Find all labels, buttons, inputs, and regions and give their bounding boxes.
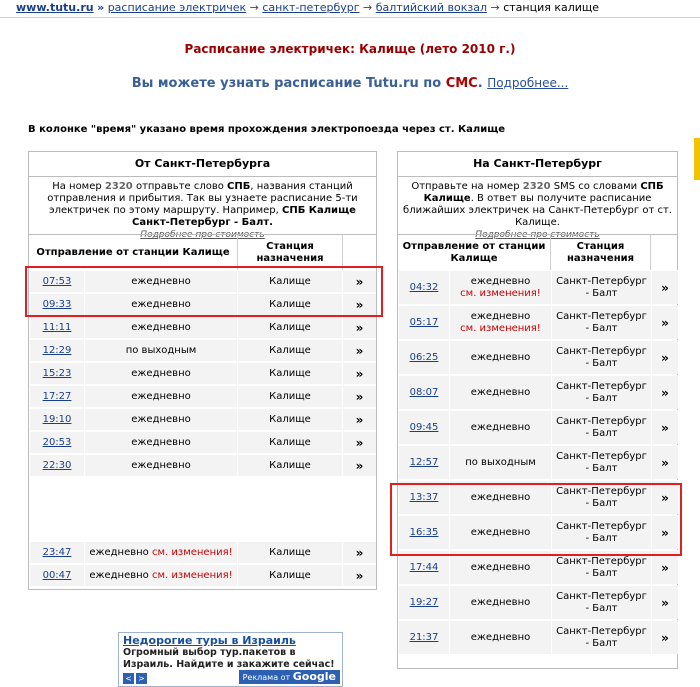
details-arrow-button[interactable] (343, 432, 376, 453)
days-cell (450, 306, 552, 339)
to-spb-panel (397, 151, 678, 669)
details-arrow-button[interactable] (343, 386, 376, 407)
days-label: ежедневно (470, 421, 531, 433)
destination-label: Калище (269, 367, 311, 379)
days-cell (450, 446, 552, 479)
days-cell (85, 565, 238, 586)
arrow-icon: » (661, 385, 669, 400)
days-cell (450, 376, 552, 409)
departure-time-link[interactable]: 05:17 (409, 316, 439, 328)
arrow-icon: » (355, 274, 364, 289)
destination-cell (238, 409, 343, 430)
sms-instructions (400, 181, 675, 241)
arrow-icon: » (355, 568, 364, 583)
days-label: ежедневно (470, 561, 531, 573)
days-label: по выходным (465, 456, 536, 468)
ad-by-label: Реклама от (242, 673, 293, 682)
time-cell (399, 341, 450, 374)
departure-time-link[interactable]: 15:23 (42, 367, 72, 379)
column-header-destination: Станция назначения (238, 234, 343, 271)
destination-label: Санкт-Петербург - Балт (556, 590, 647, 614)
days-label: ежедневно (470, 275, 531, 287)
destination-label: Калище (269, 413, 311, 425)
changes-link[interactable]: см. изменения! (151, 569, 233, 581)
days-label: по выходным (125, 344, 197, 356)
table-row (30, 454, 376, 476)
time-cell (30, 455, 85, 476)
destination-label: Калище (269, 344, 311, 356)
time-cell (30, 565, 85, 586)
time-cell (399, 446, 450, 479)
google-logo: Google (292, 670, 336, 683)
time-cell (399, 376, 450, 409)
header-divider (0, 17, 700, 18)
days-cell (450, 341, 552, 374)
arrow-icon: » (661, 560, 669, 575)
panel-title: На Санкт-Петербург (398, 152, 677, 177)
departure-time-link[interactable]: 09:33 (42, 298, 72, 310)
destination-label: Калище (269, 321, 311, 333)
days-label: ежедневно (131, 298, 191, 310)
destination-label: Калище (269, 569, 311, 581)
destination-label: Санкт-Петербург - Балт (556, 275, 647, 299)
days-cell (85, 340, 238, 361)
departure-time-link[interactable]: 22:30 (42, 459, 72, 471)
breadcrumb-city-link[interactable]: санкт-петербург (262, 1, 360, 14)
sms-number: 2320 (104, 181, 133, 192)
destination-label: Калище (269, 436, 311, 448)
arrow-icon: » (661, 490, 669, 505)
table-row (399, 585, 678, 619)
departure-time-link[interactable]: 23:47 (42, 546, 72, 558)
details-arrow-button[interactable] (652, 306, 678, 339)
days-cell (85, 432, 238, 453)
sms-banner (0, 76, 700, 91)
table-row (30, 385, 376, 407)
column-header-empty (651, 234, 677, 271)
destination-label: Санкт-Петербург - Балт (556, 555, 647, 579)
destination-cell (552, 271, 652, 304)
breadcrumb-separator: » (97, 1, 105, 14)
time-cell (30, 363, 85, 384)
info-text: SMS со словами (550, 181, 641, 192)
details-arrow-button[interactable] (343, 565, 376, 586)
arrow-icon: » (661, 420, 669, 435)
ad-body: Огромный выбор тур.пакетов в Израиль. Найдите и закажите сейчас! (123, 647, 335, 670)
details-arrow-button[interactable] (652, 341, 678, 374)
days-label: ежедневно (131, 390, 191, 402)
arrow-icon: » (661, 315, 669, 330)
details-arrow-button[interactable] (343, 363, 376, 384)
days-cell (85, 542, 238, 563)
destination-cell (552, 411, 652, 444)
sms-keyword: СПБ (227, 181, 251, 192)
arrow-icon: » (355, 412, 364, 427)
departure-time-link[interactable]: 17:27 (42, 390, 72, 402)
destination-cell (552, 586, 652, 619)
breadcrumb-station-link[interactable]: балтийский вокзал (375, 1, 487, 14)
time-cell (399, 271, 450, 304)
time-cell (399, 586, 450, 619)
table-row (30, 408, 376, 430)
sms-banner-dot: . (477, 76, 483, 91)
sms-banner-text: Вы можете узнать расписание Tutu.ru по (131, 76, 446, 91)
table-row (399, 340, 678, 374)
days-label: ежедневно (131, 436, 191, 448)
highlight-box (25, 266, 383, 317)
ad-banner[interactable] (118, 632, 343, 687)
details-arrow-button[interactable] (652, 271, 678, 304)
days-label: ежедневно (89, 546, 149, 558)
table-row (399, 270, 678, 304)
time-cell (30, 542, 85, 563)
destination-label: Калище (269, 275, 311, 287)
days-label: ежедневно (131, 321, 191, 333)
time-cell (399, 306, 450, 339)
arrow-icon: » (661, 630, 669, 645)
details-arrow-button[interactable] (652, 586, 678, 619)
breadcrumb-current: станция калище (503, 1, 600, 14)
departure-time-link[interactable]: 19:10 (42, 413, 72, 425)
ad-next-button[interactable]: > (136, 673, 147, 684)
days-label: ежедневно (131, 413, 191, 425)
departure-time-link[interactable]: 09:45 (409, 421, 439, 433)
departure-time-link[interactable]: 13:37 (409, 491, 439, 503)
destination-label: Санкт-Петербург - Балт (556, 520, 647, 544)
changes-link[interactable]: см. изменения! (460, 287, 541, 299)
arrow-icon: » (355, 297, 364, 312)
arrow-icon: » (661, 350, 669, 365)
destination-label: Санкт-Петербург - Балт (556, 625, 647, 649)
breadcrumb-arrow: → (363, 1, 373, 14)
destination-cell (238, 565, 343, 586)
time-cell (30, 409, 85, 430)
breadcrumb-arrow: → (490, 1, 500, 14)
page-title: Расписание электричек: Калище (лето 2010 г.) (184, 42, 516, 56)
page-side-tab (694, 138, 700, 180)
departure-time-link[interactable]: 00:47 (42, 569, 72, 581)
days-cell (450, 586, 552, 619)
arrow-icon: » (661, 455, 669, 470)
destination-cell (238, 432, 343, 453)
departure-time-link[interactable]: 12:57 (409, 456, 439, 468)
details-arrow-button[interactable] (652, 621, 678, 654)
departure-time-link[interactable]: 19:27 (409, 596, 439, 608)
arrow-icon: » (661, 525, 669, 540)
days-cell (85, 386, 238, 407)
destination-cell (552, 446, 652, 479)
destination-cell (552, 306, 652, 339)
days-cell (85, 455, 238, 476)
days-label: ежедневно (131, 367, 191, 379)
time-cell (399, 411, 450, 444)
panel-title: От Санкт-Петербурга (29, 152, 376, 177)
days-label: ежедневно (470, 526, 531, 538)
days-label: ежедневно (131, 275, 191, 287)
time-cell (30, 340, 85, 361)
ads-by-google-badge[interactable] (239, 670, 340, 684)
column-header-departure: Отправление от станции Калище (398, 234, 551, 271)
table-row (30, 564, 376, 586)
days-label: ежедневно (470, 351, 531, 363)
details-arrow-button[interactable] (652, 411, 678, 444)
days-label: ежедневно (470, 631, 531, 643)
departure-time-link[interactable]: 08:07 (409, 386, 439, 398)
destination-label: Санкт-Петербург - Балт (556, 415, 647, 439)
breadcrumb-arrow: → (249, 1, 259, 14)
info-text: На номер (52, 181, 105, 192)
column-header-destination: Станция назначения (551, 234, 651, 271)
days-cell (450, 621, 552, 654)
details-arrow-button[interactable] (652, 446, 678, 479)
details-arrow-button[interactable] (343, 455, 376, 476)
table-row (399, 375, 678, 409)
details-arrow-button[interactable] (343, 340, 376, 361)
arrow-icon: » (355, 389, 364, 404)
info-text: Отправьте на номер (411, 181, 523, 192)
departure-time-link[interactable]: 07:53 (42, 275, 72, 287)
sms-number: 2320 (522, 181, 551, 192)
table-row (30, 362, 376, 384)
table-row (399, 620, 678, 654)
destination-label: Калище (269, 298, 311, 310)
destination-label: Санкт-Петербург - Балт (556, 485, 647, 509)
time-cell (399, 621, 450, 654)
arrow-icon: » (355, 545, 364, 560)
info-text: . В ответ вы получите расписание ближайших электричек на Санкт-Петербург от ст. Калище. (403, 193, 672, 228)
details-arrow-button[interactable] (343, 542, 376, 563)
table-row (30, 316, 376, 338)
cost-info-link[interactable]: Подробнее про стоимость (475, 230, 600, 240)
ad-nav (123, 673, 147, 684)
destination-cell (552, 376, 652, 409)
destination-cell (238, 340, 343, 361)
departure-time-link[interactable]: 21:37 (409, 631, 439, 643)
info-text: , названия станций отправления и прибытия. Так вы узнаете расписание 5-ти электричек по этому маршруту. Например, (47, 181, 358, 216)
table-row (30, 431, 376, 453)
days-label: ежедневно (470, 491, 531, 503)
days-cell (85, 409, 238, 430)
table-row (399, 305, 678, 339)
destination-cell (552, 621, 652, 654)
destination-label: Калище (269, 459, 311, 471)
details-arrow-button[interactable] (343, 317, 376, 338)
time-cell (30, 317, 85, 338)
cost-info-link[interactable]: Подробнее про стоимость (140, 230, 265, 240)
highlight-box (390, 483, 682, 556)
days-label: ежедневно (470, 596, 531, 608)
departure-time-link[interactable]: 16:35 (409, 526, 439, 538)
destination-cell (238, 386, 343, 407)
days-cell (450, 271, 552, 304)
destination-cell (238, 317, 343, 338)
days-cell (450, 411, 552, 444)
departure-time-link[interactable]: 11:11 (42, 321, 72, 333)
breadcrumb-schedules-link[interactable]: расписание электричек (107, 1, 247, 14)
departure-time-link[interactable]: 17:44 (409, 561, 439, 573)
departure-time-link[interactable]: 06:25 (409, 351, 439, 363)
arrow-icon: » (355, 343, 364, 358)
details-arrow-button[interactable] (652, 376, 678, 409)
departure-time-link[interactable]: 12:29 (42, 344, 72, 356)
arrow-icon: » (355, 458, 364, 473)
days-label: ежедневно (131, 459, 191, 471)
table-row (30, 339, 376, 361)
arrow-icon: » (661, 280, 669, 295)
arrow-icon: » (661, 595, 669, 610)
destination-label: Калище (269, 546, 311, 558)
arrow-icon: » (355, 435, 364, 450)
destination-label: Санкт-Петербург - Балт (556, 345, 647, 369)
info-text: отправьте слово (132, 181, 228, 192)
ad-prev-button[interactable]: < (123, 673, 134, 684)
destination-cell (238, 363, 343, 384)
departure-time-link[interactable]: 04:32 (409, 281, 439, 293)
changes-link[interactable]: см. изменения! (460, 322, 541, 334)
time-cell (30, 432, 85, 453)
sms-instructions (31, 181, 374, 241)
destination-cell (552, 341, 652, 374)
days-label: ежедневно (470, 310, 531, 322)
days-cell (85, 363, 238, 384)
destination-label: Санкт-Петербург - Балт (556, 450, 647, 474)
column-header-departure: Отправление от станции Калище (29, 234, 238, 271)
breadcrumb (16, 2, 599, 14)
days-label: ежедневно (89, 569, 149, 581)
from-spb-panel (28, 151, 377, 683)
changes-link[interactable]: см. изменения! (151, 546, 233, 558)
sms-banner-highlight: СМС (445, 76, 478, 91)
days-label: ежедневно (470, 386, 531, 398)
days-cell (85, 317, 238, 338)
destination-cell (238, 455, 343, 476)
destination-label: Санкт-Петербург - Балт (556, 310, 647, 334)
breadcrumb-site-link[interactable]: www.tutu.ru (16, 1, 94, 14)
details-arrow-button[interactable] (343, 409, 376, 430)
time-cell (30, 386, 85, 407)
sms-more-link[interactable]: Подробнее... (487, 76, 569, 90)
destination-label: Калище (269, 390, 311, 402)
arrow-icon: » (355, 366, 364, 381)
ad-headline[interactable]: Недорогие туры в Израиль (123, 634, 296, 647)
table-row (399, 445, 678, 479)
table-row (399, 410, 678, 444)
sms-keyword: СПБ Калище (423, 181, 664, 204)
sms-example: СПБ Калище Санкт-Петербург - Балт. (132, 205, 356, 228)
destination-label: Санкт-Петербург - Балт (556, 380, 647, 404)
departure-time-link[interactable]: 20:53 (42, 436, 72, 448)
table-row (30, 541, 376, 563)
time-column-note: В колонке "время" указано время прохождения электропоезда через ст. Калище (28, 124, 506, 135)
arrow-icon: » (355, 320, 364, 335)
destination-cell (238, 542, 343, 563)
